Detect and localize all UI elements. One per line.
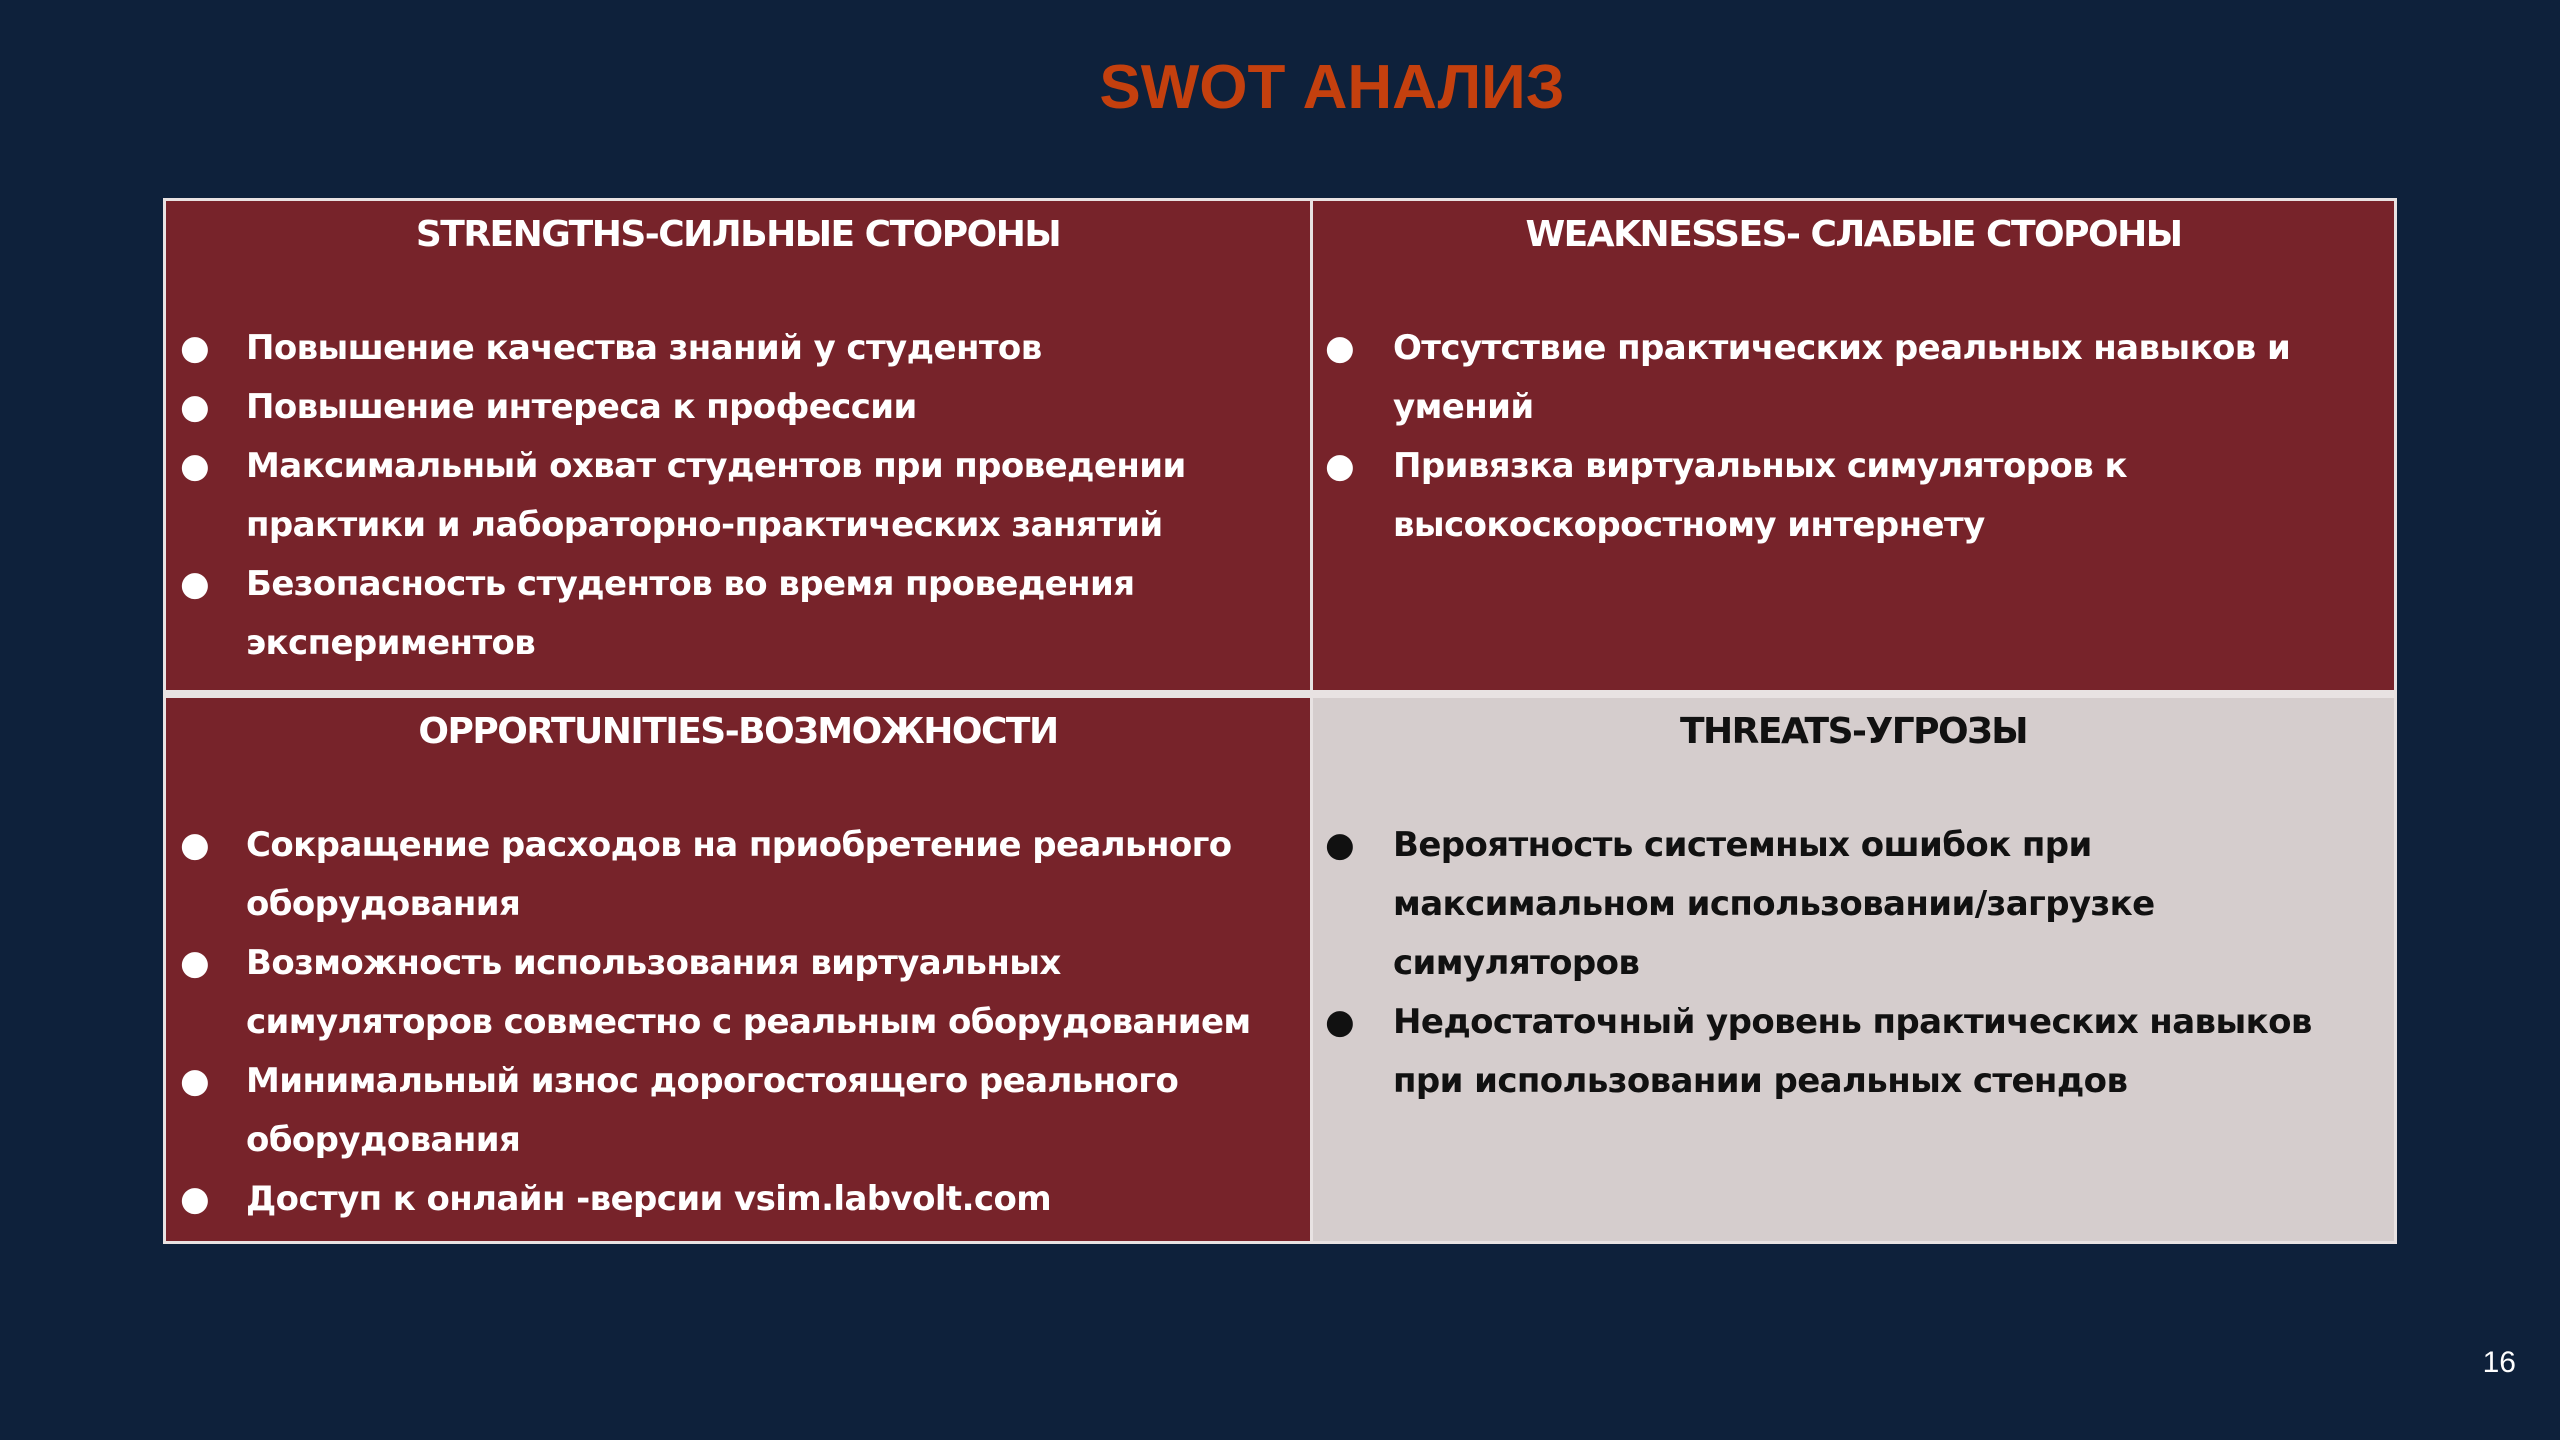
list-item-text: Повышение интереса к профессии [246,387,917,427]
list-item [166,319,1310,378]
bullet-icon: ● [180,1179,210,1219]
bullet-icon: ● [1325,446,1355,486]
list-item [1313,319,2394,437]
list-item-text: Минимальный износ дорогостоящего реального оборудования [246,1061,1179,1160]
threats-cell [1312,694,2397,1244]
list-item-text: Отсутствие практических реальных навыков и умений [1393,328,2291,427]
bullet-icon: ● [1325,825,1355,865]
list-item [1313,816,2394,993]
weaknesses-list [1313,319,2394,555]
bullet-icon: ● [180,943,210,983]
threats-heading: THREATS-УГРОЗЫ [1679,711,2028,752]
bullet-icon: ● [180,446,210,486]
slide-title: SWOT АНАЛИЗ [1099,53,1565,122]
opportunities-heading: OPPORTUNITIES-ВОЗМОЖНОСТИ [418,711,1058,752]
list-item [166,934,1310,1052]
weaknesses-cell [1312,198,2397,694]
page-number: 16 [2482,1346,2516,1379]
list-item [166,437,1310,555]
opportunities-cell [163,694,1312,1244]
list-item [166,1170,1310,1229]
bullet-icon: ● [180,387,210,427]
list-item [1313,993,2394,1111]
strengths-heading: STRENGTHS-СИЛЬНЫЕ СТОРОНЫ [415,214,1061,255]
list-item [166,378,1310,437]
list-item-text: Безопасность студентов во время проведения экспериментов [246,564,1135,663]
bullet-icon: ● [180,328,210,368]
bullet-icon: ● [1325,328,1355,368]
opportunities-list [166,816,1310,1229]
threats-list [1313,816,2394,1111]
list-item-text: Недостаточный уровень практических навыков при использовании реальных стендов [1393,1002,2312,1101]
list-item-text: Вероятность системных ошибок при максимальном использовании/загрузке симуляторов [1393,825,2155,983]
list-item-text: Максимальный охват студентов при проведении практики и лабораторно-практических занятий [246,446,1186,545]
swot-table [163,198,2397,1244]
bullet-icon: ● [180,825,210,865]
strengths-list [166,319,1310,673]
list-item-text: Возможность использования виртуальных симуляторов совместно с реальным оборудованием [246,943,1251,1042]
list-item [166,555,1310,673]
list-item-text: Доступ к онлайн -версии vsim.labvolt.com [246,1179,1052,1219]
strengths-cell [163,198,1312,694]
list-item-text: Привязка виртуальных симуляторов к высокоскоростному интернету [1393,446,2127,545]
list-item [1313,437,2394,555]
weaknesses-heading: WEAKNESSES- СЛАБЫЕ СТОРОНЫ [1525,214,2182,255]
list-item [166,816,1310,934]
list-item-text: Сокращение расходов на приобретение реального оборудования [246,825,1232,924]
list-item [166,1052,1310,1170]
bullet-icon: ● [180,564,210,604]
bullet-icon: ● [180,1061,210,1101]
list-item-text: Повышение качества знаний у студентов [246,328,1042,368]
bullet-icon: ● [1325,1002,1355,1042]
